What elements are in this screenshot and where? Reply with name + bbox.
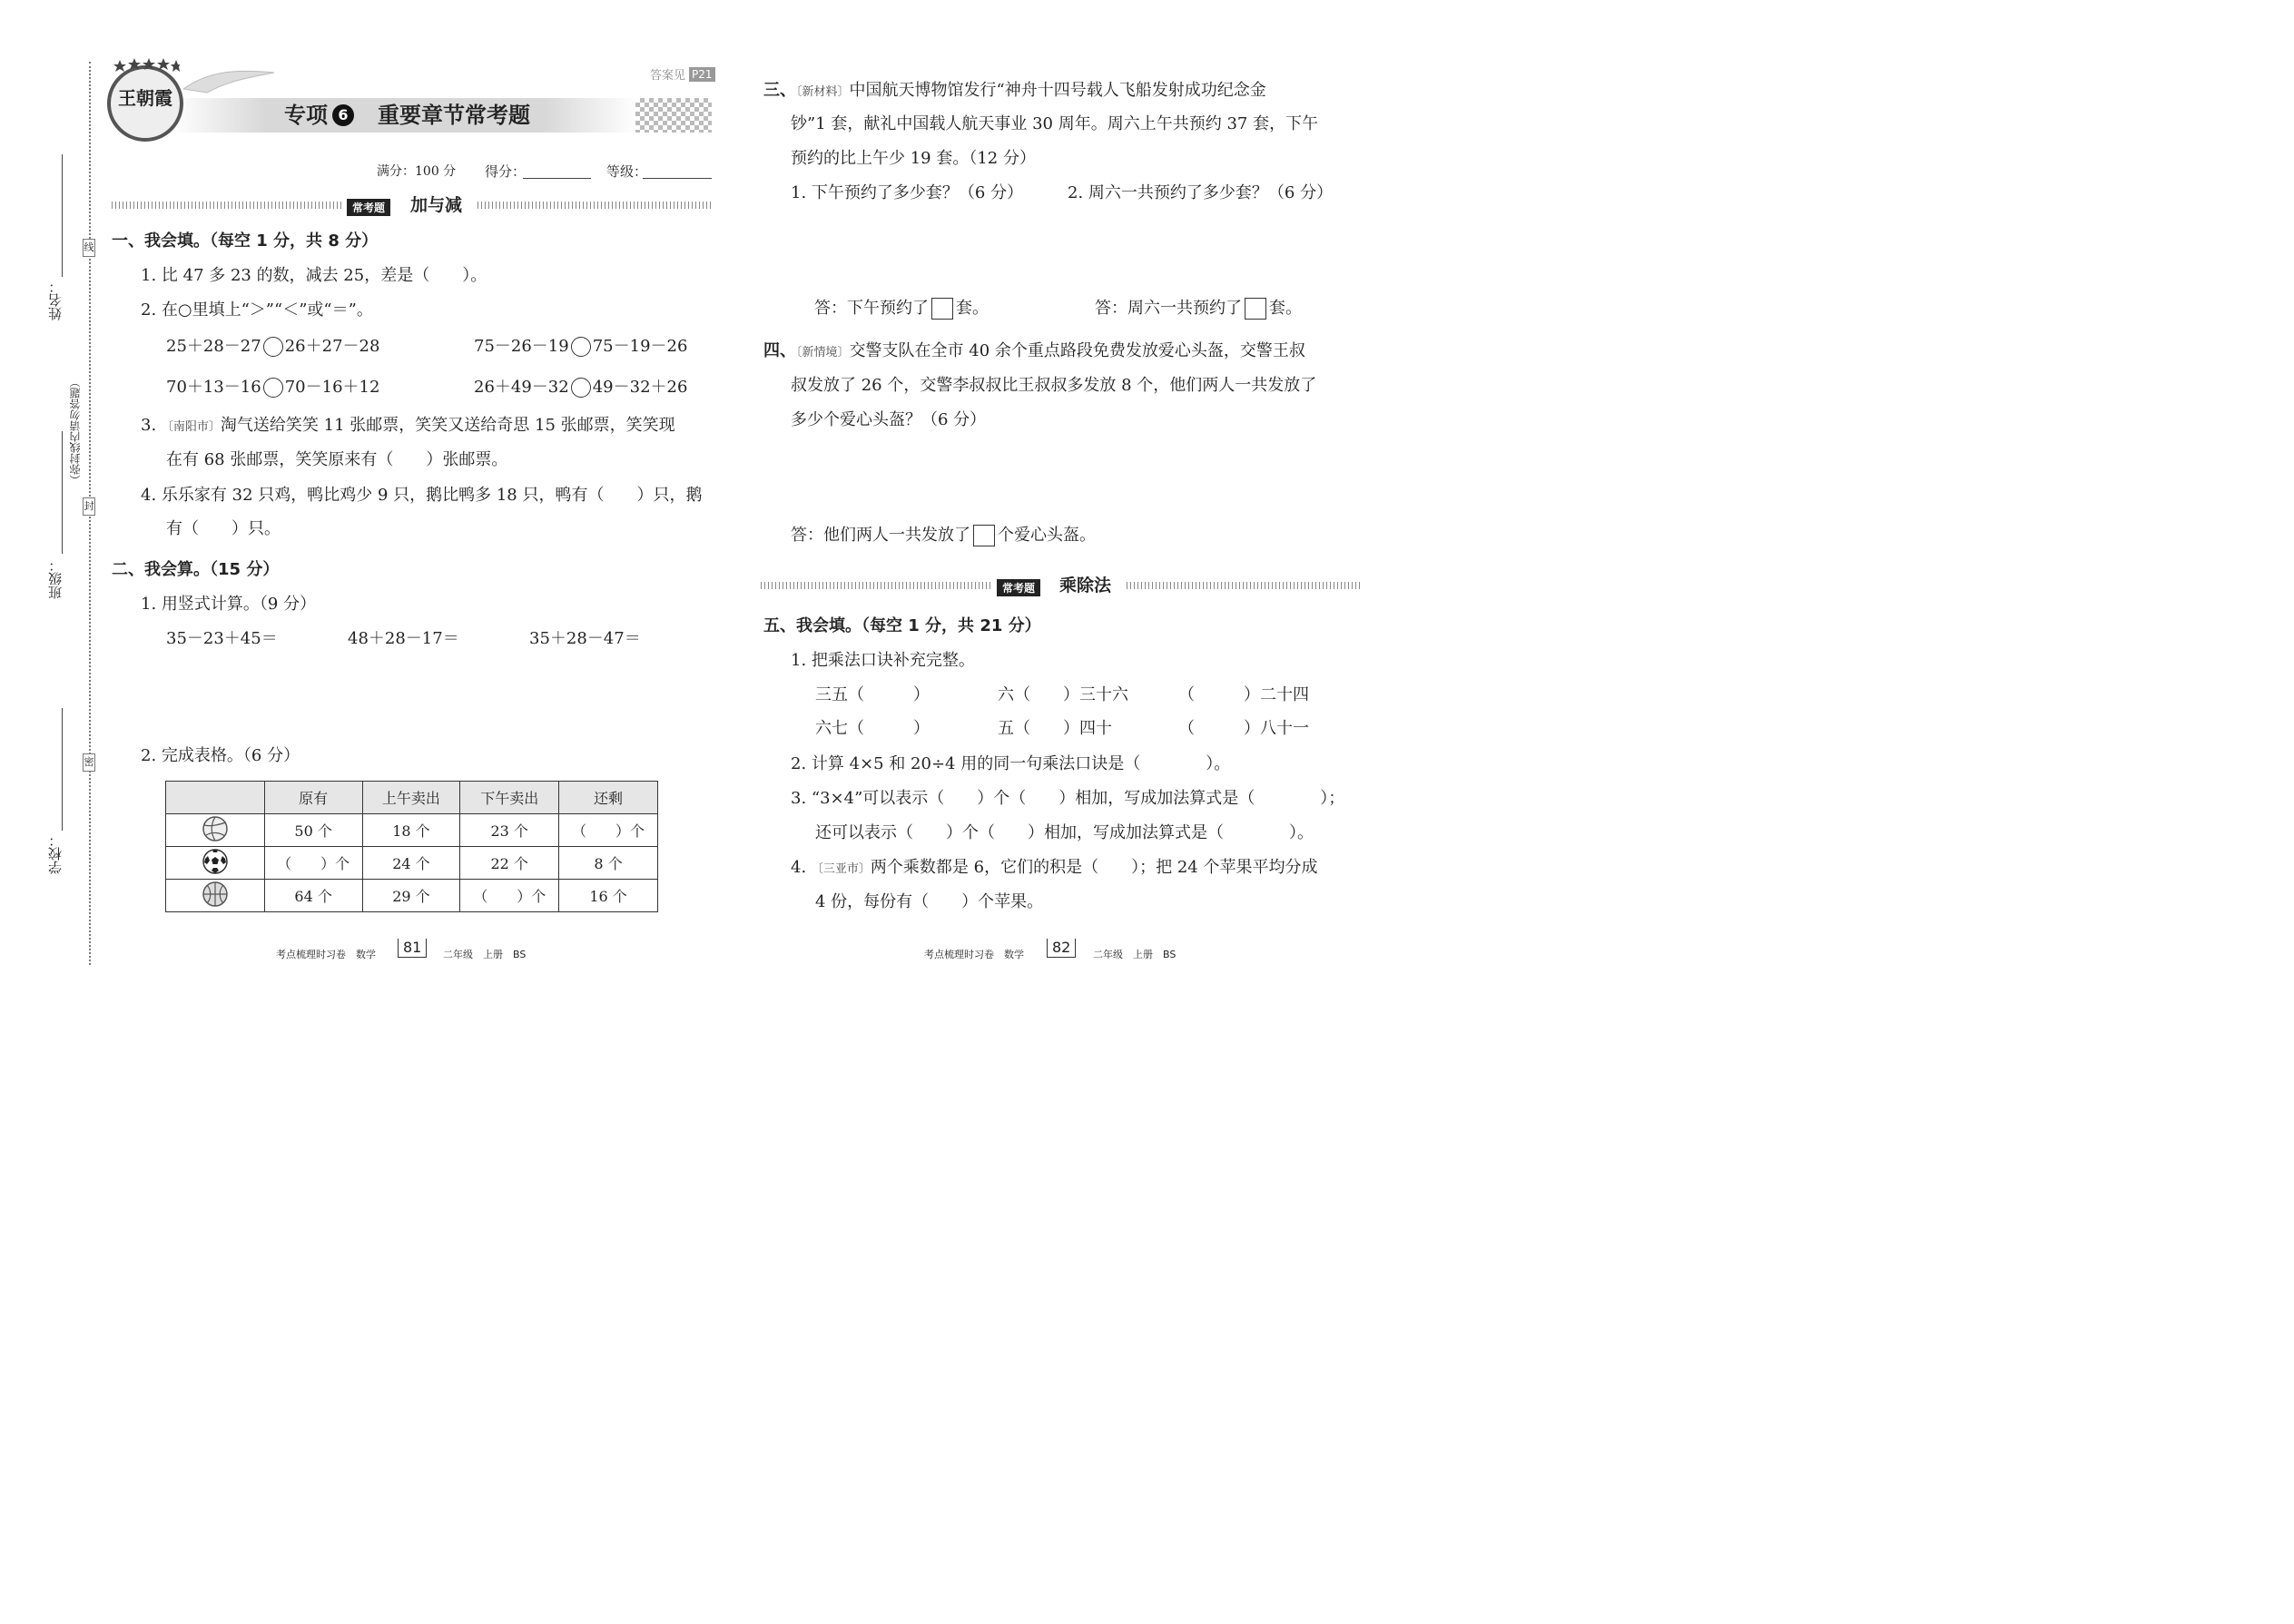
q3-line2: 钞”1 套，献礼中国载人航天事业 30 周年。周六上午共预约 37 套，下午 [791,114,1319,133]
q3-sub2: 2. 周六一共预约了多少套？（6 分） [1068,183,1334,202]
footer-grade-right: 二年级 上册 BS [1093,949,1177,960]
rhyme-blank: 五（ ）四十 [998,719,1112,738]
q2-item2: 2. 完成表格。（6 分） [141,746,300,765]
binding-note: （弥封线内请勿答题） [69,377,82,486]
table-cell-blank[interactable]: （ ）个 [460,880,559,912]
name-label: 姓名： [47,280,64,320]
header-checker [635,98,712,133]
calc-expression: 35＋28－47＝ [529,629,641,648]
q3-line1: 三、〔新材料〕中国航天博物馆发行“神舟十四号载人飞船发射成功纪念金 [763,81,1266,100]
answer-box[interactable] [931,298,953,320]
table-cell: 23 个 [460,814,559,847]
table-cell: 24 个 [362,847,460,880]
region-tag: 〔南阳市〕 [161,420,221,434]
q5-item4: 4. 〔三亚市〕两个乘数都是 6，它们的积是（ ）；把 24 个苹果平均分成 [791,858,1318,877]
compare-item: 25＋28－27 26＋27－28 [166,337,380,356]
q1-heading: 一、我会填。（每空 1 分，共 8 分） [112,231,379,251]
table-cell: 8 个 [559,847,658,880]
inventory-table [165,781,658,912]
q4-line3: 多少个爱心头盔？（6 分） [791,410,987,429]
table-row [166,814,658,847]
calc-expression: 35－23＋45＝ [166,629,278,648]
q1-item4: 4. 乐乐家有 32 只鸡，鸭比鸡少 9 只，鹅比鸭多 18 只，鸭有（ ）只，鹅 [141,486,703,505]
grade-label: 等级： [606,163,648,180]
grade-field[interactable] [643,178,712,179]
class-field[interactable] [62,431,63,554]
q5-item2: 2. 计算 4×5 和 20÷4 用的同一句乘法口诀是（ ）。 [791,754,1231,773]
title-prefix: 专项 [284,103,328,128]
rhyme-blank: 六（ ）三十六 [998,685,1128,704]
q5-item3-cont: 还可以表示（ ）个（ ）相加，写成加法算式是（ ）。 [815,823,1314,842]
compare-circle[interactable] [263,378,283,398]
rhyme-blank: 三五（ ） [815,685,930,704]
footer-grade-left: 二年级 上册 BS [443,949,527,960]
section-badge: 常考题 [997,579,1040,596]
full-score: 满分：100 分 [377,164,457,179]
q2-heading: 二、我会算。（15 分） [112,560,280,579]
logo-ribbon [182,65,277,94]
section-divider-right [1127,582,1360,589]
table-cell: 22 个 [460,847,559,880]
table-cell: 18 个 [362,814,460,847]
section-divider-right [478,202,712,209]
footer-page-number-left: 81 [398,939,427,958]
table-row [166,847,658,880]
table-cell-blank[interactable]: （ ）个 [559,814,658,847]
q4-line2: 叔发放了 26 个，交警李叔叔比王叔叔多发放 8 个，他们两人一共发放了 [791,376,1317,395]
answer-page[interactable]: P21 [689,67,715,82]
section-title-mul-div: 乘除法 [1059,576,1112,595]
q5-heading: 五、我会填。（每空 1 分，共 21 分） [763,616,1041,635]
q1-item2: 2. 在○里填上“＞”“＜”或“＝”。 [141,300,373,320]
table-cell: 64 个 [264,880,362,912]
footer-book-right: 考点梳理时习卷 数学 [924,949,1024,960]
answer-ref: 答案见 [650,69,686,83]
binding-mark-3: 密 [83,753,95,772]
binding-mark-2: 封 [83,497,95,516]
basketball-icon [166,880,265,912]
soccer-ball-icon [166,847,265,880]
scenario-tag: 〔新情境〕 [796,346,850,359]
logo-text: 王朝霞 [118,87,172,109]
table-cell-blank[interactable]: （ ）个 [264,847,362,880]
q3-line3: 预约的比上午少 19 套。（12 分） [791,149,1036,168]
q1-item3-cont: 在有 68 张邮票，笑笑原来有（ ）张邮票。 [166,450,508,469]
q5-item1: 1. 把乘法口诀补充完整。 [791,651,975,670]
table-header-cell: 下午卖出 [460,782,559,814]
q3-answer1: 答：下午预约了 套。 [814,299,989,318]
class-label: 班级： [47,558,64,599]
q4-answer: 答：他们两人一共发放了 个爱心头盔。 [791,526,1096,545]
section-divider-left [112,202,343,209]
q3-sub1: 1. 下午预约了多少套？（6 分） [791,183,1024,202]
q3-answer2: 答：周六一共预约了 套。 [1095,299,1302,318]
q1-item3: 3. 〔南阳市〕淘气送给笑笑 11 张邮票，笑笑又送给奇思 15 张邮票，笑笑现 [141,416,675,435]
rhyme-blank: （ ）八十一 [1178,719,1309,738]
binding-mark-1: 线 [83,239,95,257]
table-header-cell: 还剩 [559,782,658,814]
q2-item1: 1. 用竖式计算。（9 分） [141,595,317,614]
material-tag: 〔新材料〕 [796,85,850,99]
q5-item3: 3. “3×4”可以表示（ ）个（ ）相加，写成加法算式是（ ）； [791,789,1345,808]
answer-box[interactable] [973,525,995,546]
school-field[interactable] [62,708,63,831]
compare-item: 26＋49－32 49－32＋26 [474,378,688,397]
compare-circle[interactable] [571,378,591,398]
title-number-badge: 6 [332,104,354,126]
school-label: 学校： [47,833,64,874]
compare-circle[interactable] [571,337,591,357]
rhyme-blank: 六七（ ） [815,719,930,738]
q1-item1: 1. 比 47 多 23 的数，减去 25，差是（ ）。 [141,266,487,285]
page-title: 重要章节常考题 [378,103,530,128]
compare-item: 70＋13－16 70－16＋12 [166,378,380,397]
table-header-row [166,782,658,814]
table-header-cell [166,782,265,814]
calc-expression: 48＋28－17＝ [348,629,459,648]
table-cell: 50 个 [264,814,362,847]
q5-item4-cont: 4 份，每份有（ ）个苹果。 [815,892,1044,911]
volleyball-icon [166,814,265,847]
brand-logo [107,65,183,142]
q4-line1: 四、〔新情境〕交警支队在全市 40 余个重点路段免费发放爱心头盔，交警王叔 [763,341,1305,360]
q1-item4-cont: 有（ ）只。 [166,519,281,538]
table-row [166,880,658,912]
section-divider-left [761,582,992,589]
name-field[interactable] [62,154,63,277]
table-cell: 16 个 [559,880,658,912]
compare-item: 75－26－19 75－19－26 [474,337,688,356]
region-tag: 〔三亚市〕 [811,862,871,876]
footer-page-number-right: 82 [1047,939,1076,958]
table-header-cell: 原有 [264,782,362,814]
rhyme-blank: （ ）二十四 [1178,685,1309,704]
answer-box[interactable] [1245,298,1266,320]
score-label: 得分： [485,163,527,180]
compare-circle[interactable] [263,337,283,357]
section-title-add-sub: 加与减 [410,195,463,215]
footer-book-left: 考点梳理时习卷 数学 [276,949,376,960]
score-field[interactable] [523,178,591,179]
table-header-cell: 上午卖出 [362,782,460,814]
table-cell: 29 个 [362,880,460,912]
section-badge: 常考题 [347,199,390,216]
